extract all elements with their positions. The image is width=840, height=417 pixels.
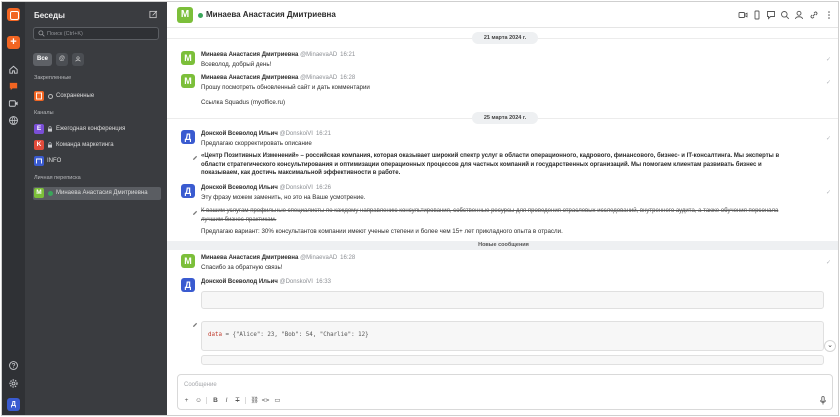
message-feed xyxy=(167,29,839,367)
help-icon[interactable] xyxy=(8,360,19,371)
author-name[interactable]: Минаева Анастасия Дмитриевна xyxy=(201,75,299,81)
message-text: Всеволод, добрый день! xyxy=(201,61,272,68)
channel-avatar: E xyxy=(34,124,44,134)
sidebar-item-label: Ежегодная конференция xyxy=(56,126,126,132)
message-text: Спасибо за обратную связь! xyxy=(201,264,283,271)
message-avatar[interactable]: M xyxy=(181,254,195,268)
section-direct: Личная переписка xyxy=(34,175,81,181)
author-nick: @DonskoiVI xyxy=(279,185,313,191)
message-text: Прошу посмотреть обновленный сайт и дать комментарии xyxy=(201,84,370,91)
message-author xyxy=(201,52,355,58)
message-strikethrough: К вашим услугам профильные специалисты по каждому направлению консультирования, собственные ресурсы для проведения отраслевых исследований, внутреннего аудита, а также обучения персонала лучшим бизнес-практикам. xyxy=(201,208,779,223)
code-block-empty[interactable] xyxy=(201,291,824,309)
new-message-icon[interactable] xyxy=(149,10,158,19)
contact-avatar: M xyxy=(34,188,44,198)
online-dot xyxy=(198,13,203,18)
chat-icon[interactable] xyxy=(8,81,19,92)
edited-icon xyxy=(192,210,198,216)
settings-icon[interactable] xyxy=(8,378,19,389)
message-time: 16:33 xyxy=(315,279,331,285)
author-name[interactable]: Донской Всеволод Ильич xyxy=(201,185,278,191)
sidebar-item-saved[interactable] xyxy=(33,90,161,103)
sidebar-item-label: Команда маркетинга xyxy=(56,142,114,148)
filter-people[interactable] xyxy=(72,53,84,66)
channel-avatar xyxy=(34,156,44,166)
chat-title[interactable]: Минаева Анастасия Дмитриевна xyxy=(206,10,336,19)
message-author xyxy=(201,255,355,261)
microphone-icon[interactable] xyxy=(819,396,827,405)
code-body: {"Alice": 23, "Bob": 54, "Charlie": 12} xyxy=(232,332,369,338)
sidebar-item-label: INFO xyxy=(47,158,62,164)
composer-placeholder: Сообщение xyxy=(184,382,217,388)
message-text-2: Предлагаю вариант: 30% консультантов компании имеют ученые степени и более чем 15+ лет прикладного опыта в отрасли. xyxy=(201,228,563,235)
search-placeholder: Поиск (Ctrl+K) xyxy=(47,30,83,37)
italic-icon[interactable]: I xyxy=(225,397,228,404)
lock-icon xyxy=(47,142,53,148)
more-icon[interactable] xyxy=(824,10,834,20)
author-nick: @DonskoiVI xyxy=(279,131,313,137)
sidebar-item-conference[interactable] xyxy=(33,123,161,136)
message-time: 16:21 xyxy=(340,52,356,58)
author-nick: @MinaevaAD xyxy=(300,75,338,81)
search-icon xyxy=(38,30,45,37)
code-block-next[interactable] xyxy=(201,355,824,365)
link-icon[interactable]: ⛓ xyxy=(250,397,259,404)
threads-icon[interactable] xyxy=(766,10,776,20)
search-icon[interactable] xyxy=(780,10,790,20)
message-text: Предлагаю скорректировать описание xyxy=(201,140,312,147)
toolbar-divider xyxy=(245,397,246,404)
sidebar-title: Беседы xyxy=(34,11,65,20)
section-channels: Каналы xyxy=(34,110,54,116)
video-call-icon[interactable] xyxy=(738,10,748,20)
phone-icon[interactable] xyxy=(752,10,762,20)
section-pinned: Закрепленные xyxy=(34,75,72,81)
message-paragraph: «Центр Позитивных Изменений» – российская компания, которая оказывает широкий спектр услуг в области операционного, кадрового, финансового, бизнес- и IT-консалтинга. Мы эксперты в области стратегического консультирования и оптимизации операционных процессов для частных компаний и государственных организаций. Мы помогаем клиентам развивать бизнес и показываем, как достичь максимальной эффективности в работе. xyxy=(201,153,780,176)
message-avatar[interactable]: M xyxy=(181,74,195,88)
filter-all[interactable]: Все xyxy=(33,53,52,66)
attach-plus-icon[interactable]: + xyxy=(184,397,189,404)
author-nick: @MinaevaAD xyxy=(300,52,338,58)
header-avatar[interactable]: M xyxy=(177,7,193,23)
author-nick: @DonskoiVI xyxy=(279,279,313,285)
read-check-icon: ✓ xyxy=(826,190,832,196)
message-time: 16:26 xyxy=(315,185,331,191)
message-link[interactable]: Ссылка Squadus (myoffice.ru) xyxy=(201,99,286,106)
new-messages-label: Новые сообщения xyxy=(478,242,529,248)
status-dot xyxy=(48,94,53,99)
message-author xyxy=(201,185,331,191)
message-avatar[interactable]: Д xyxy=(181,278,195,292)
author-nick: @MinaevaAD xyxy=(300,255,338,261)
author-name[interactable]: Минаева Анастасия Дмитриевна xyxy=(201,52,299,58)
author-name[interactable]: Донской Всеволод Ильич xyxy=(201,279,278,285)
new-messages-divider xyxy=(167,241,839,250)
message-avatar[interactable]: Д xyxy=(181,130,195,144)
globe-icon[interactable] xyxy=(8,115,19,126)
lock-icon xyxy=(47,126,53,132)
app-logo[interactable] xyxy=(7,8,20,21)
home-icon[interactable] xyxy=(8,64,19,75)
members-icon[interactable] xyxy=(794,10,804,20)
message-author xyxy=(201,279,331,285)
chat-panel xyxy=(167,2,839,415)
sidebar-item-label: Сохраненные xyxy=(56,93,95,99)
code-var: data xyxy=(208,332,222,338)
app-rail xyxy=(2,2,25,415)
message-avatar[interactable]: Д xyxy=(181,184,195,198)
sidebar-item-marketing[interactable] xyxy=(33,139,161,152)
user-avatar[interactable]: Д xyxy=(7,398,20,411)
app-window xyxy=(1,1,839,416)
read-check-icon: ✓ xyxy=(826,260,832,266)
code-text xyxy=(208,332,369,338)
conversations-sidebar xyxy=(25,2,167,415)
message-time: 16:21 xyxy=(315,131,331,137)
edited-icon xyxy=(192,322,198,328)
message-avatar[interactable]: M xyxy=(181,51,195,65)
emoji-icon[interactable]: ☺ xyxy=(195,397,202,404)
sidebar-item-minaeva[interactable] xyxy=(33,187,161,200)
message-time: 16:28 xyxy=(340,75,356,81)
saved-avatar xyxy=(34,91,44,101)
toolbar-divider xyxy=(206,397,207,404)
strikethrough-icon[interactable]: T xyxy=(235,397,240,404)
code-op: = xyxy=(221,332,233,338)
code-block[interactable] xyxy=(201,321,824,351)
message-author xyxy=(201,131,331,137)
date-pill: 21 марта 2024 г. xyxy=(472,32,538,44)
edited-icon xyxy=(192,155,198,161)
sidebar-item-info[interactable] xyxy=(33,155,161,168)
video-icon[interactable] xyxy=(8,98,19,109)
author-name[interactable]: Донской Всеволод Ильич xyxy=(201,131,278,137)
code-icon[interactable]: <> xyxy=(261,396,270,404)
message-composer[interactable] xyxy=(177,374,833,410)
link-icon[interactable] xyxy=(809,10,819,20)
code-block-icon[interactable]: ▭ xyxy=(274,397,281,404)
message-text: Эту фразу можем заменить, но это на Ваше усмотрение. xyxy=(201,194,366,201)
message-author xyxy=(201,75,355,81)
create-button[interactable]: + xyxy=(7,36,20,49)
search-input[interactable] xyxy=(33,27,159,40)
scroll-down-button[interactable]: ⌄ xyxy=(824,340,836,352)
filter-mentions[interactable]: @ xyxy=(56,53,68,66)
chat-header xyxy=(167,2,839,28)
message-time: 16:28 xyxy=(340,255,356,261)
read-check-icon: ✓ xyxy=(826,136,832,142)
read-check-icon: ✓ xyxy=(826,57,832,63)
date-pill: 25 марта 2024 г. xyxy=(472,112,538,124)
online-dot xyxy=(48,191,53,196)
author-name[interactable]: Минаева Анастасия Дмитриевна xyxy=(201,255,299,261)
channel-avatar: K xyxy=(34,140,44,150)
sidebar-item-label: Минаева Анастасия Дмитриевна xyxy=(56,190,148,196)
bold-icon[interactable]: B xyxy=(213,397,218,404)
read-check-icon: ✓ xyxy=(826,80,832,86)
